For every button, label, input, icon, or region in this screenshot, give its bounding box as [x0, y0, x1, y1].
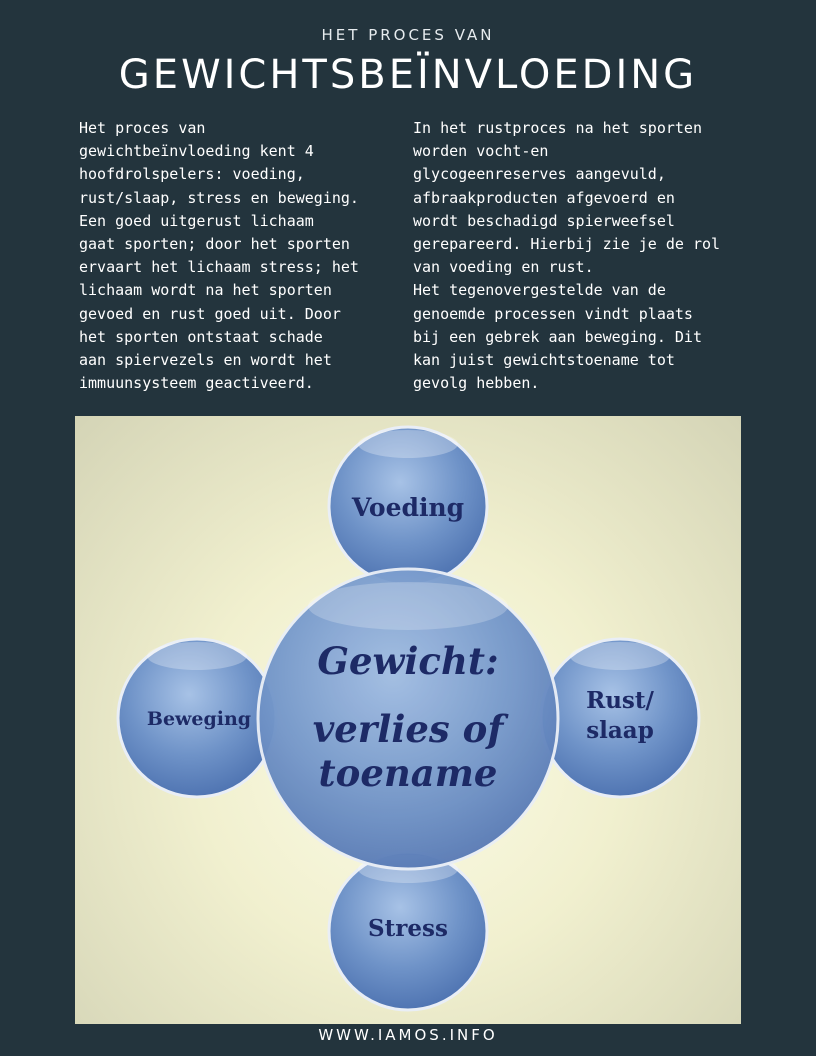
diagram-graphic: [75, 416, 741, 1024]
intro-text-left: Het proces van gewichtbeïnvloeding kent 4 hoofdrolspelers: voeding, rust/slaap, stress en beweging. Een goed uitgerust lichaam gaat sporten; door het sporten ervaart het lichaam stress; het lichaam wordt na het sporten gevoed en rust goed uit. Door het sporten ontstaat schade aan spiervezels en wordt het immuunsysteem geactiveerd.: [79, 119, 359, 393]
label-slaap: slaap: [586, 717, 654, 744]
label-center-line2: verlies of: [312, 707, 504, 751]
label-center-line3: toename: [318, 751, 498, 795]
label-center-line1: Gewicht:: [317, 639, 499, 683]
label-voeding: Voeding: [351, 493, 465, 522]
intro-text-right: In het rustproces na het sporten worden vocht-en glycogeenreserves aangevuld, afbraakproducten afgevoerd en wordt beschadigd spierweefsel gerepareerd. Hierbij zie je de rol van voeding en rust. Het tegenovergestelde van de genoemde processen vindt plaats bij een gebrek aan beweging. Dit kan juist gewichtstoename tot gevolg hebben.: [413, 119, 721, 393]
process-diagram: [75, 416, 741, 1024]
footer-url: WWW.IAMOS.INFO: [318, 1026, 498, 1044]
label-stress: Stress: [368, 915, 448, 942]
header-kicker: HET PROCES VAN: [321, 26, 495, 44]
page-title: GEWICHTSBEÏNVLOEDING: [118, 52, 698, 98]
label-beweging: Beweging: [146, 708, 252, 730]
label-rust: Rust/: [586, 687, 654, 714]
